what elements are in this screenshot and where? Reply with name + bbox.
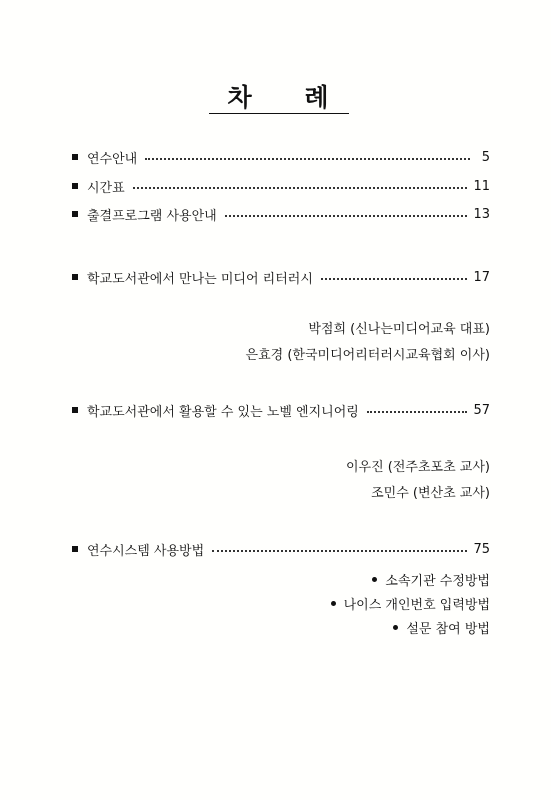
page-title: 차 례 bbox=[227, 83, 331, 112]
toc-label: 시간표 bbox=[87, 180, 125, 196]
toc-page-number: 17 bbox=[473, 269, 490, 285]
toc-label: 출결프로그램 사용안내 bbox=[87, 208, 217, 224]
square-bullet-icon bbox=[72, 183, 78, 189]
dot-leader bbox=[145, 158, 470, 160]
round-bullet-icon bbox=[393, 625, 398, 630]
author-line: 이우진 (전주초포초 교사) bbox=[346, 460, 490, 475]
toc-row-attendance bbox=[72, 205, 490, 223]
toc-label: 학교도서관에서 활용할 수 있는 노벨 엔지니어링 bbox=[87, 404, 359, 420]
toc-row-training-system bbox=[72, 540, 490, 558]
toc-label: 연수시스템 사용방법 bbox=[87, 543, 205, 559]
toc-row-novel-engineering bbox=[72, 401, 490, 419]
toc-row-orientation bbox=[72, 148, 490, 166]
author-line: 박점희 (신나는미디어교육 대표) bbox=[308, 322, 490, 337]
square-bullet-icon bbox=[72, 154, 78, 160]
dot-leader bbox=[225, 215, 468, 217]
toc-row-timetable bbox=[72, 177, 490, 195]
round-bullet-icon bbox=[372, 577, 377, 582]
dot-leader bbox=[212, 550, 467, 552]
sub-item bbox=[393, 618, 490, 637]
title-underline bbox=[209, 113, 349, 114]
toc-label: 연수안내 bbox=[87, 151, 138, 167]
toc-page-number: 11 bbox=[473, 178, 490, 194]
sub-item-label: 설문 참여 방법 bbox=[406, 622, 490, 637]
sub-item-label: 소속기관 수정방법 bbox=[385, 574, 490, 589]
toc-label: 학교도서관에서 만나는 미디어 리터러시 bbox=[87, 271, 313, 287]
dot-leader bbox=[367, 411, 468, 413]
toc-page-number: 57 bbox=[473, 402, 490, 418]
dot-leader bbox=[321, 278, 468, 280]
dot-leader bbox=[133, 187, 468, 189]
round-bullet-icon bbox=[331, 601, 336, 606]
toc-page-number: 5 bbox=[481, 149, 490, 165]
toc-page-number: 75 bbox=[473, 541, 490, 557]
sub-item-label: 나이스 개인번호 입력방법 bbox=[343, 598, 490, 613]
author-line: 은효경 (한국미디어리터러시교육협회 이사) bbox=[245, 348, 490, 363]
square-bullet-icon bbox=[72, 274, 78, 280]
square-bullet-icon bbox=[72, 407, 78, 413]
author-line: 조민수 (변산초 교사) bbox=[371, 486, 490, 501]
sub-item bbox=[372, 570, 490, 589]
toc-row-media-literacy bbox=[72, 268, 490, 286]
square-bullet-icon bbox=[72, 211, 78, 217]
square-bullet-icon bbox=[72, 546, 78, 552]
toc-page-number: 13 bbox=[473, 206, 490, 222]
sub-item bbox=[331, 594, 490, 613]
